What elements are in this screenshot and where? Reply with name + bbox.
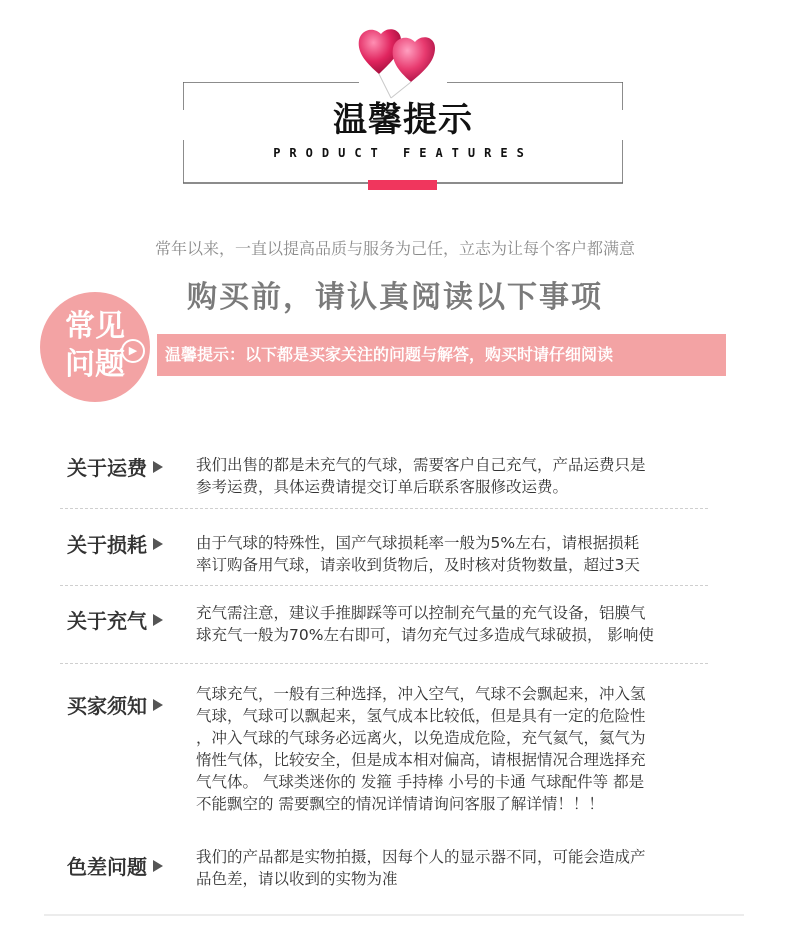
section-label-shipping: 关于运费 <box>50 452 180 481</box>
accent-bar <box>368 180 437 190</box>
section-text-shipping: 我们出售的都是未充气的气球，需要客户自己充气，产品运费只是 参考运费，具体运费请提交订单后联系客服修改运费。 <box>196 456 646 496</box>
bottom-divider <box>44 914 744 916</box>
triangle-right-icon <box>153 860 163 872</box>
circled-chevron-right-icon: ▶ <box>121 339 145 363</box>
section-divider <box>60 508 708 509</box>
notice-heading: 购买前，请认真阅读以下事项 <box>187 280 603 315</box>
section-label-color-difference: 色差问题 <box>50 851 180 880</box>
triangle-right-icon <box>153 699 163 711</box>
page-title: 温馨提示 <box>333 100 473 140</box>
faq-badge-line2: 问题 <box>65 347 125 382</box>
section-text-buyer-notice: 气球充气，一般有三种选择，冲入空气，气球不会飘起来，冲入氢 气球，气球可以飘起来，氢气成本比较低，但是具有一定的危险性 ，冲入气球的气球务必远离火，以免造成危险，充气氦气，氦气为 惰性气体，比较安全，但是成本相对偏高，请根据情况合理选择充 气气体。 气球类迷你的 发箍 手持棒 小号的卡通 气球配件等 都是 不能飘空的 需要飘空的情况详情请询问客服了解详情！！！ <box>196 685 646 813</box>
faq-badge-line1: 常见 <box>65 309 125 344</box>
triangle-right-icon <box>153 614 163 626</box>
section-label-loss: 关于损耗 <box>50 529 180 558</box>
tagline: 常年以来，一直以提高品质与服务为己任，立志为让每个客户都满意 <box>154 239 635 258</box>
section-text-color-difference: 我们的产品都是实物拍摄，因每个人的显示器不同，可能会造成产 品色差，请以收到的实物为准 <box>196 848 646 888</box>
section-divider <box>60 663 708 664</box>
section-text-inflation: 充气需注意，建议手推脚踩等可以控制充气量的充气设备，铝膜气 球充气一般为70%左右即可，请勿充气过多造成气球破损， 影响使 <box>196 604 654 644</box>
section-text-loss: 由于气球的特殊性，国产气球损耗率一般为5%左右，请根据损耗 率订购备用气球，请亲收到货物后，及时核对货物数量，超过3天 <box>196 534 640 574</box>
page-subtitle: PRODUCT FEATURES <box>273 146 533 160</box>
section-divider <box>60 585 708 586</box>
section-label-buyer-notice: 买家须知 <box>50 690 180 719</box>
faq-banner: 温馨提示：以下都是买家关注的问题与解答，购买时请仔细阅读 <box>157 334 726 376</box>
section-label-inflation: 关于充气 <box>50 605 180 634</box>
triangle-right-icon <box>153 538 163 550</box>
triangle-right-icon <box>153 461 163 473</box>
